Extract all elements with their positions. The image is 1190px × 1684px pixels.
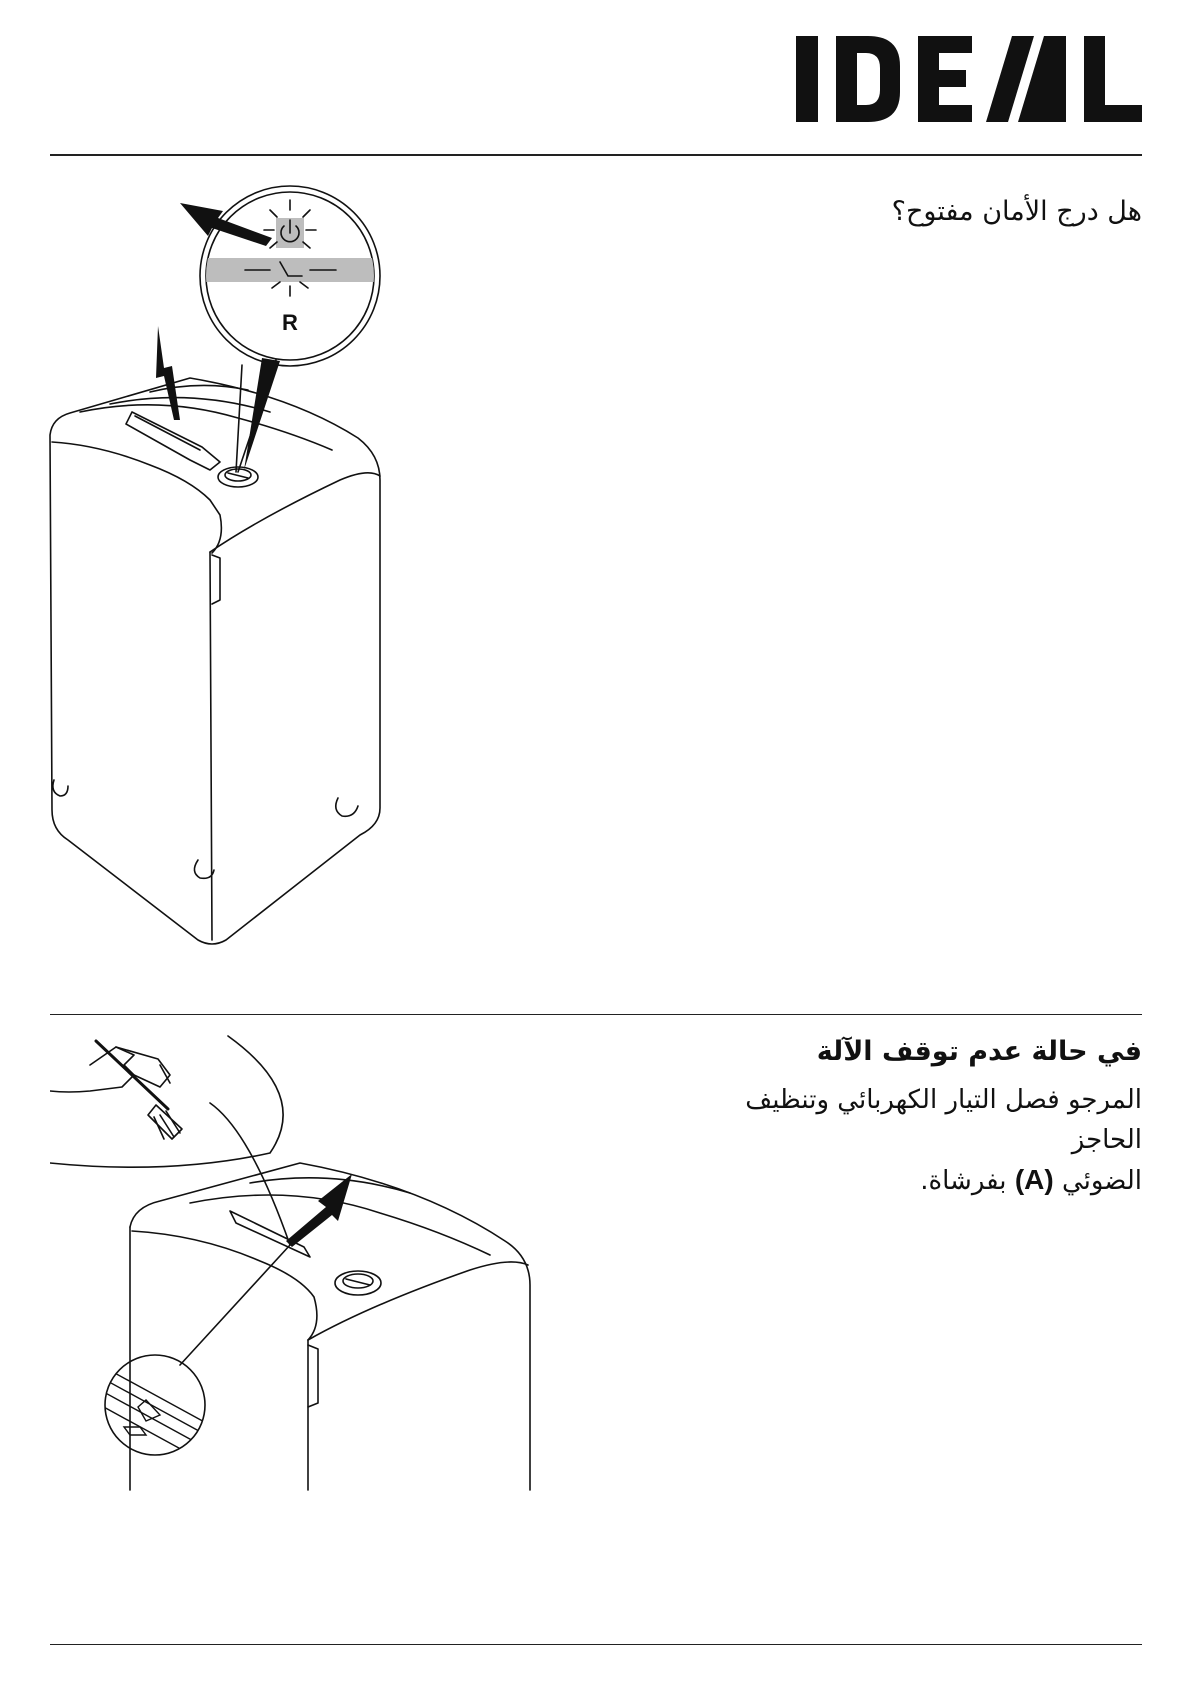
pointer-to-knob — [244, 358, 280, 470]
instruction-line-2 — [672, 1160, 1142, 1201]
footer-rule — [50, 1644, 1142, 1645]
instruction-line-1: المرجو فصل التيار الكهربائي وتنظيف الحاجز — [745, 1085, 1142, 1155]
header-rule — [50, 154, 1142, 156]
label-r: R — [282, 310, 298, 335]
safety-drawer-question: هل درج الأمان مفتوح؟ — [891, 196, 1142, 227]
machine-not-stopping-heading: في حالة عدم توقف الآلة — [816, 1036, 1142, 1067]
arrow-to-photocell — [286, 1174, 352, 1247]
photocell-cleaning-figure — [50, 1035, 550, 1495]
cleaning-instructions — [672, 1080, 1142, 1201]
section-rule — [50, 1014, 1142, 1015]
instruction-photocell: الضوئي — [1061, 1166, 1142, 1196]
ideal-logo — [796, 36, 1142, 122]
shredder-drawer-figure — [40, 180, 420, 960]
instruction-brush: بفرشاة. — [920, 1166, 1007, 1196]
label-a: (A) — [1014, 1164, 1054, 1195]
